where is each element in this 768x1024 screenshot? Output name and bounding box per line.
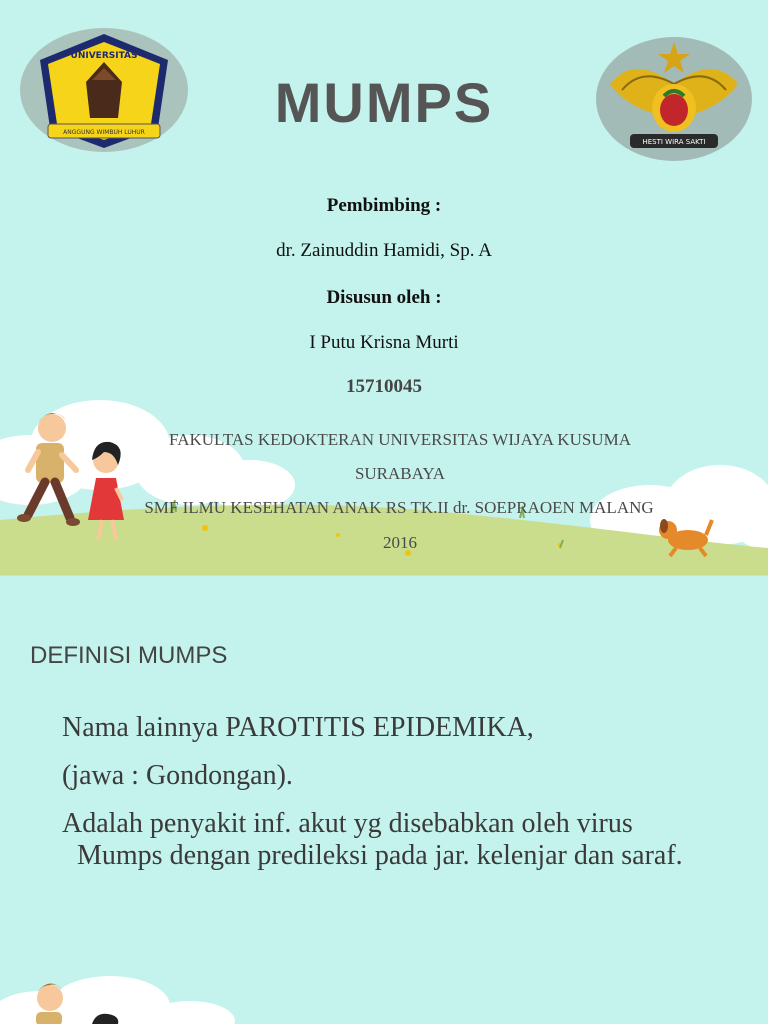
body-line: (jawa : Gondongan). [62,760,293,791]
student-id: 15710045 [346,376,422,397]
body-line: Adalah penyakit inf. akut yg disebabkan oleh virus [62,808,633,839]
faculty-line-3: SMF ILMU KESEHATAN ANAK RS TK.II dr. SOEPRAOEN MALANG [144,498,654,517]
body-line: Mumps dengan predileksi pada jar. kelenjar dan saraf. [77,840,683,871]
section-heading: DEFINISI MUMPS [30,642,228,669]
supervisor-name: dr. Zainuddin Hamidi, Sp. A [276,240,492,261]
definition-slide [0,576,768,1024]
page-title: MUMPS [274,71,494,134]
body-line: Nama lainnya PAROTITIS EPIDEMIKA, [62,712,534,743]
scenery-illustration [0,576,768,1024]
year: 2016 [383,533,417,552]
svg-text:UNIVERSITAS: UNIVERSITAS [70,51,138,61]
supervisor-label: Pembimbing : [326,195,442,216]
faculty-line-2: SURABAYA [354,464,446,483]
cloud [0,976,235,1024]
logo-ribbon-text: ANGGUNG WIMBUH LUHUR [63,129,145,136]
author-label: Disusun oleh : [326,287,442,308]
faculty-line-1: FAKULTAS KEDOKTERAN UNIVERSITAS WIJAYA KUSUMA [169,430,631,449]
emblem-ribbon-text: HESTI WIRA SAKTI [642,138,706,146]
boy-illustration [36,983,63,1024]
author-name: I Putu Krisna Murti [309,332,459,353]
